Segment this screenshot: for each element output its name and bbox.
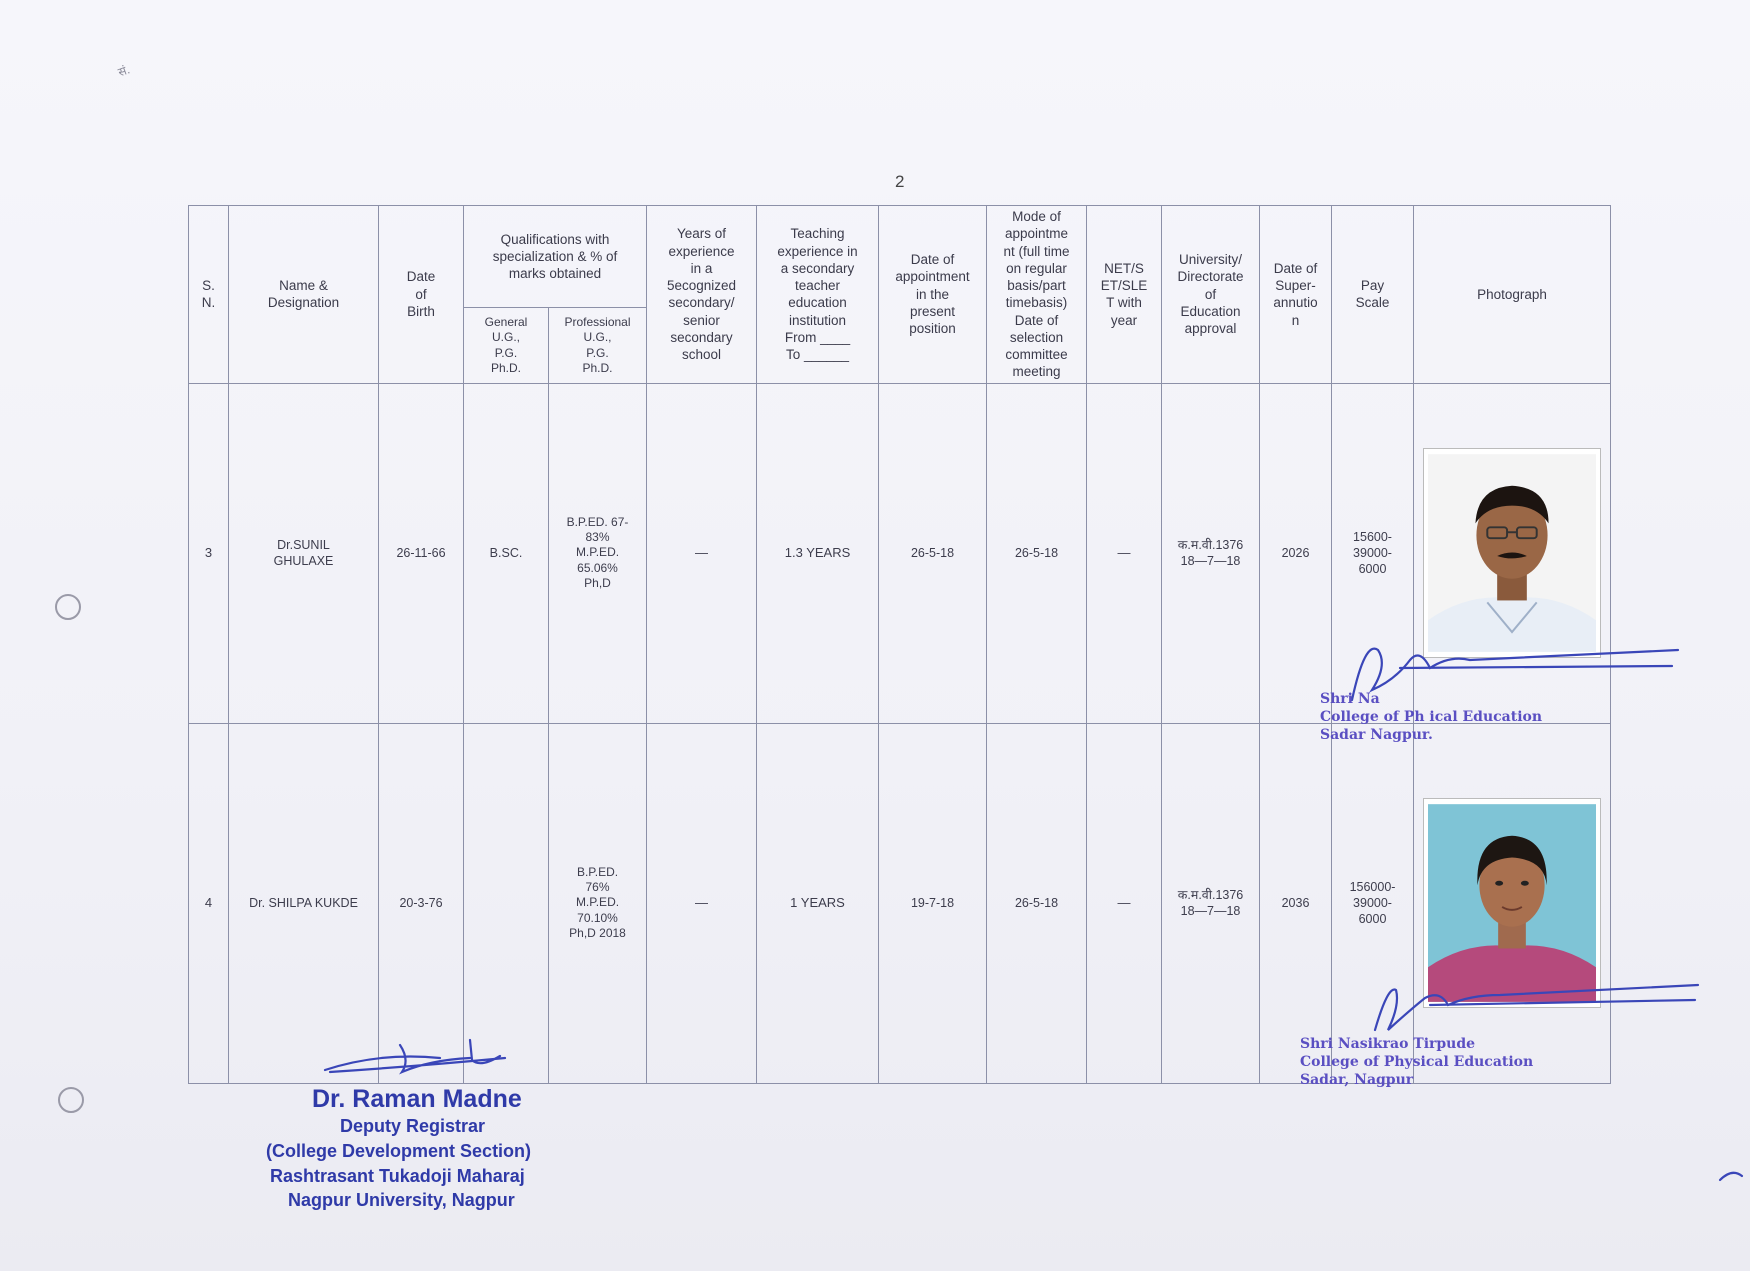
college-stamp: Shri Nasikrao Tirpude College of Physical Education Sadar, Nagpur	[1300, 1036, 1534, 1089]
header-general: General U.G., P.G. Ph.D.	[464, 308, 549, 383]
cell-professional: B.P.ED. 67- 83% M.P.ED. 65.06% Ph,D	[549, 383, 647, 723]
registrar-section: (College Development Section)	[266, 1140, 532, 1161]
cell-name: Dr. SHILPA KUKDE	[229, 723, 379, 1083]
cell-dob: 26-11-66	[379, 383, 464, 723]
header-dob: Date of Birth	[379, 206, 464, 384]
header-name: Name & Designation	[229, 206, 379, 384]
cell-date-appointment: 26-5-18	[879, 383, 987, 723]
cell-superannuation: 2026	[1260, 383, 1332, 723]
cell-net: —	[1087, 383, 1162, 723]
staff-details-table	[188, 205, 1611, 1084]
header-years-experience: Years of experience in a 5ecognized secondary/ senior secondary school	[647, 206, 757, 384]
cell-years-experience: —	[647, 723, 757, 1083]
header-teaching-experience: Teaching experience in a secondary teacher education institution From ____ To ______	[757, 206, 879, 384]
cell-mode-appointment: 26-5-18	[987, 383, 1087, 723]
cell-photograph	[1414, 723, 1611, 1083]
cell-approval: क.म.वी.1376 18—7—18	[1162, 383, 1260, 723]
header-qualifications: Qualifications with specialization & % of marks obtained	[464, 206, 647, 308]
cell-sn: 4	[189, 723, 229, 1083]
header-mode-appointment: Mode of appointme nt (full time on regular basis/part timebasis) Date of selection committee meeting	[987, 206, 1087, 384]
cell-sn: 3	[189, 383, 229, 723]
passport-photo-male	[1423, 448, 1601, 658]
header-professional: Professional U.G., P.G. Ph.D.	[549, 308, 647, 383]
registrar-title: Deputy Registrar	[340, 1116, 486, 1136]
header-row	[189, 206, 1611, 308]
header-pay-scale: Pay Scale	[1332, 206, 1414, 384]
header-date-appointment: Date of appointment in the present position	[879, 206, 987, 384]
header-approval: University/ Directorate of Education approval	[1162, 206, 1260, 384]
cell-pay-scale: 15600- 39000- 6000	[1332, 383, 1414, 723]
passport-photo-female	[1423, 798, 1601, 1008]
person-photo-icon	[1428, 453, 1596, 653]
header-sn: S. N.	[189, 206, 229, 384]
cell-general	[464, 723, 549, 1083]
margin-note: सं.	[116, 62, 132, 80]
cell-pay-scale: 156000- 39000- 6000	[1332, 723, 1414, 1083]
table-row	[189, 383, 1611, 723]
header-net: NET/S ET/SLE T with year	[1087, 206, 1162, 384]
header-photograph: Photograph	[1414, 206, 1611, 384]
header-superannuation: Date of Super- annutio n	[1260, 206, 1332, 384]
person-photo-icon	[1428, 803, 1596, 1003]
table-row	[189, 723, 1611, 1083]
cell-years-experience: —	[647, 383, 757, 723]
registrar-university: Rashtrasant Tukadoji Maharaj	[270, 1165, 525, 1186]
cell-name: Dr.SUNIL GHULAXE	[229, 383, 379, 723]
punch-hole-icon	[55, 594, 81, 620]
cell-date-appointment: 19-7-18	[879, 723, 987, 1083]
cell-teaching-experience: 1.3 YEARS	[757, 383, 879, 723]
cell-dob: 20-3-76	[379, 723, 464, 1083]
registrar-name: Dr. Raman Madne	[312, 1085, 522, 1113]
cell-teaching-experience: 1 YEARS	[757, 723, 879, 1083]
cell-general: B.SC.	[464, 383, 549, 723]
cell-superannuation: 2036	[1260, 723, 1332, 1083]
cell-photograph	[1414, 383, 1611, 723]
cell-mode-appointment: 26-5-18	[987, 723, 1087, 1083]
college-stamp: Shri Na College of Ph ical Education Sadar Nagpur.	[1320, 691, 1543, 744]
page-number: 2	[895, 172, 905, 191]
cell-professional: B.P.ED. 76% M.P.ED. 70.10% Ph,D 2018	[549, 723, 647, 1083]
registrar-university-city: Nagpur University, Nagpur	[288, 1190, 515, 1211]
cell-approval: क.म.वी.1376 18—7—18	[1162, 723, 1260, 1083]
registrar-stamp	[250, 1085, 531, 1213]
punch-hole-icon	[58, 1087, 84, 1113]
cell-net: —	[1087, 723, 1162, 1083]
